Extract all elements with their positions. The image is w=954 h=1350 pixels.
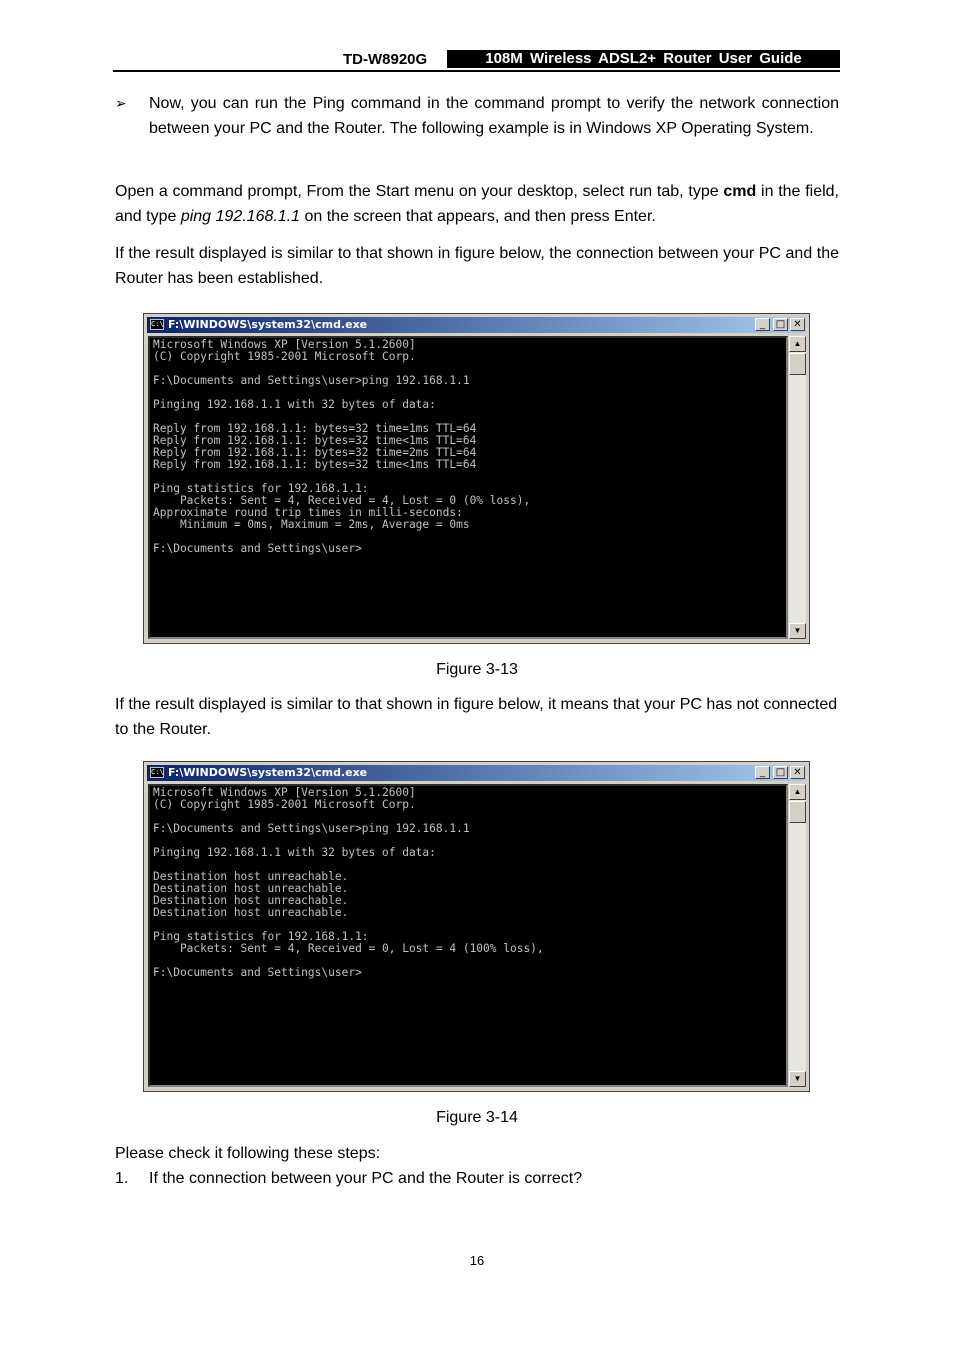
cmd-window-figure13 [143,313,810,644]
open-prompt-text-3: on the screen that appears, and then press Enter. [300,208,656,225]
intro-bullet-text: Now, you can run the Ping command in the command prompt to verify the network connection between your PC and the Router. The following example is in Windows XP Operating System. [149,95,839,137]
cmd-console-icon: C:\ [151,320,164,328]
check-intro: Please check it following these steps: [115,1145,381,1162]
ping-command-text: ping 192.168.1.1 [180,208,301,225]
open-prompt-text-1: Open a command prompt, From the Start menu on your desktop, select run tab, type [115,183,724,200]
cmd-titlebar[interactable] [147,765,806,781]
cmd-console-output[interactable] [148,784,788,1087]
vertical-scrollbar[interactable] [789,336,806,639]
console-text: Microsoft Windows XP [Version 5.1.2600] (C) Copyright 1985-2001 Microsoft Corp. F:\Documents and Settings\user>ping 192.168.1.1 Pinging 192.168.1.1 with 32 bytes of data: Destination host unreachable. Destination host unreachable. Destination host unreachable. Destination host unreachable. Ping statistics for 192.168.1.1: Packets: Sent = 4, Received = 0, Lost = 4 (100% loss), F:\Documents and Settings\user> [153,786,544,979]
minimize-button[interactable]: _ [755,766,770,779]
close-button[interactable]: ✕ [790,318,805,331]
cmd-console-output[interactable] [148,336,788,639]
open-prompt-text-2: in the field, and type [115,183,839,225]
step-text: If the connection between your PC and the Router is correct? [149,1170,583,1187]
cmd-console-icon: C:\ [151,768,164,776]
vertical-scrollbar[interactable] [789,784,806,1087]
scroll-thumb[interactable] [789,801,806,823]
scroll-down-arrow-icon[interactable]: ▼ [789,623,806,639]
close-button[interactable]: ✕ [790,766,805,779]
bullet-arrow-icon: ➢ [115,95,127,111]
header-title: 108M Wireless ADSL2+ Router User Guide [447,50,840,68]
cmd-window-title: F:\WINDOWS\system32\cmd.exe [168,318,368,331]
minimize-button[interactable]: _ [755,318,770,331]
success-intro-paragraph: If the result displayed is similar to that shown in figure below, the connection between your PC and the Router has been established. [115,245,839,287]
page-header [113,49,840,69]
page-number: 16 [469,1253,485,1268]
cmd-window-title: F:\WINDOWS\system32\cmd.exe [168,766,368,779]
figure14-caption: Figure 3-14 [436,1109,518,1126]
maximize-button[interactable]: □ [773,766,788,779]
header-model: TD-W8920G [343,51,428,68]
step-1 [115,1166,839,1191]
scroll-thumb[interactable] [789,353,806,375]
scroll-up-arrow-icon[interactable]: ▲ [789,784,806,800]
cmd-window-figure14 [143,761,810,1092]
cmd-keyword: cmd [723,183,757,200]
header-rule [113,70,840,72]
open-prompt-paragraph [115,179,839,229]
step-number: 1. [115,1170,129,1187]
scroll-up-arrow-icon[interactable]: ▲ [789,336,806,352]
scroll-down-arrow-icon[interactable]: ▼ [789,1071,806,1087]
failure-intro-paragraph: If the result displayed is similar to that shown in figure below, it means that your PC has not connected to the Router. [115,696,838,738]
cmd-titlebar[interactable] [147,317,806,333]
maximize-button[interactable]: □ [773,318,788,331]
console-text: Microsoft Windows XP [Version 5.1.2600] (C) Copyright 1985-2001 Microsoft Corp. F:\Documents and Settings\user>ping 192.168.1.1 Pinging 192.168.1.1 with 32 bytes of data: Reply from 192.168.1.1: bytes=32 time=1ms TTL=64 Reply from 192.168.1.1: bytes=32 time<1ms TTL=64 Reply from 192.168.1.1: bytes=32 time=2ms TTL=64 Reply from 192.168.1.1: bytes=32 time<1ms TTL=64 Ping statistics for 192.168.1.1: Packets: Sent = 4, Received = 4, Lost = 0 (0% loss), Approximate round trip times in milli-seconds: Minimum = 0ms, Maximum = 2ms, Average = 0ms F:\Documents and Settings\user> [153,338,531,555]
figure13-caption: Figure 3-13 [436,661,518,678]
